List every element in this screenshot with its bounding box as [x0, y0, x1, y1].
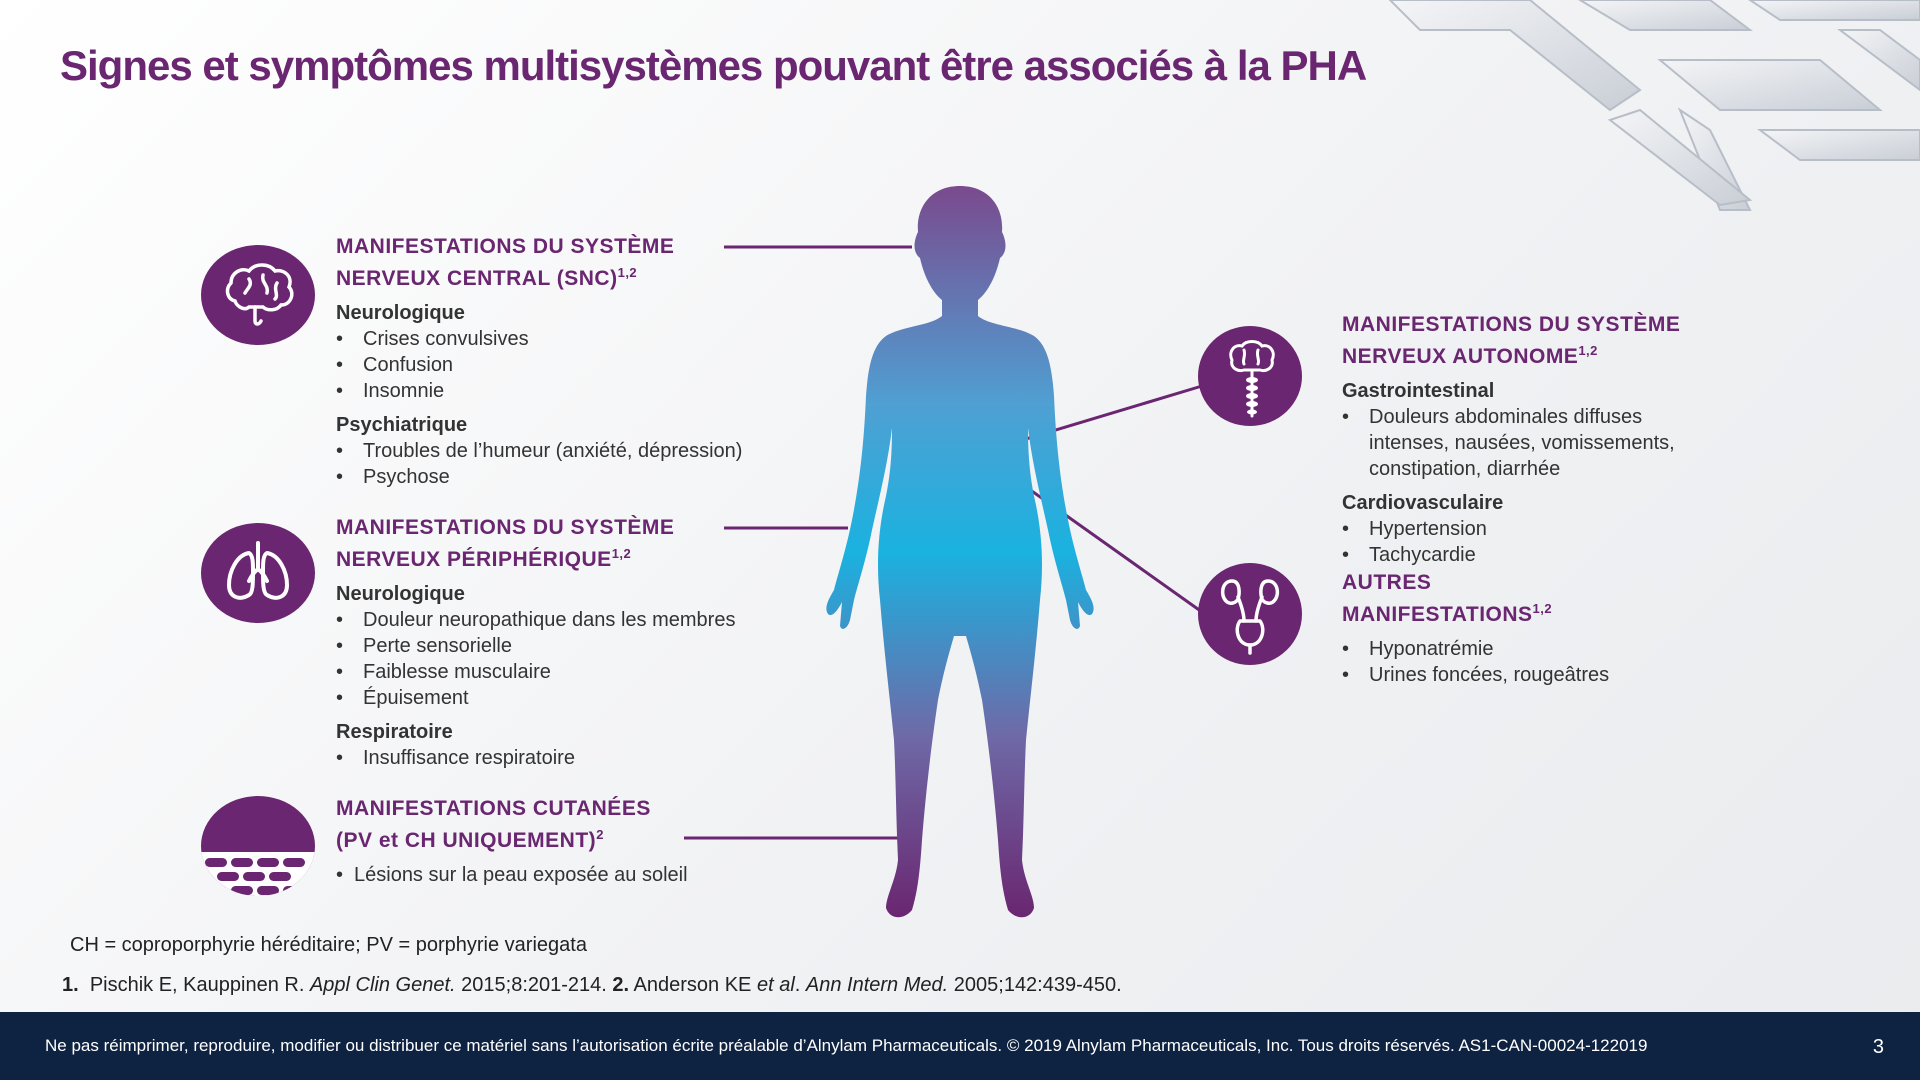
- footer-bar: [0, 1012, 1920, 1080]
- list-item: • Insuffisance respiratoire: [336, 745, 735, 771]
- list-item: • Douleur neuropathique dans les membres: [336, 607, 735, 633]
- brain-spinal-cord-icon: [1198, 326, 1302, 426]
- snp-section: [336, 515, 735, 771]
- list-item: • Insomnie: [336, 378, 742, 404]
- snc-sub-neurologique: Neurologique: [336, 302, 465, 324]
- cutanees-list: [336, 862, 688, 888]
- sna-sub-gastro: Gastrointestinal: [1342, 380, 1495, 402]
- list-item: • Épuisement: [336, 685, 735, 711]
- snp-sub-neurologique: Neurologique: [336, 583, 465, 605]
- list-item: • Perte sensorielle: [336, 633, 735, 659]
- maze-decoration: [1280, 0, 1920, 220]
- kidneys-bladder-icon: [1198, 563, 1302, 666]
- lungs-icon: [201, 523, 315, 623]
- list-item: • Douleurs abdominales diffuses intenses, nausées, vomissements, constipation, diarrhée: [1342, 404, 1714, 482]
- list-item: • Lésions sur la peau exposée au soleil: [336, 862, 688, 888]
- list-item: • Psychose: [336, 464, 742, 490]
- autres-section: [1342, 570, 1609, 688]
- list-item: • Faiblesse musculaire: [336, 659, 735, 685]
- snc-neuro-list: [336, 326, 742, 404]
- brain-icon: [201, 245, 315, 345]
- snc-sub-psychiatrique: Psychiatrique: [336, 414, 468, 436]
- list-item: • Tachycardie: [1342, 542, 1742, 568]
- autres-heading: AUTRES MANIFESTATIONS$^{1,2}$: [1342, 571, 1553, 626]
- sna-gastro-list: [1342, 404, 1742, 482]
- cutanees-heading: MANIFESTATIONS CUTANÉES (PV et CH UNIQUEMENT)$^2$: [336, 797, 651, 852]
- slide-title: Signes et symptômes multisystèmes pouvant être associés à la PHA: [60, 42, 1367, 89]
- cutanees-section: [336, 796, 688, 888]
- sna-section: [1342, 312, 1742, 568]
- human-body-figure: [820, 180, 1100, 930]
- snc-section: [336, 234, 742, 490]
- list-item: • Hypertension: [1342, 516, 1742, 542]
- list-item: • Crises convulsives: [336, 326, 742, 352]
- copyright-notice: Ne pas réimprimer, reproduire, modifier ou distribuer ce matériel sans l’autorisation écrite préalable d’Alnylam Pharmaceuticals. © 2019 Alnylam Pharmaceuticals, Inc. Tous droits réservés. AS1-CAN-00024-122019: [45, 1036, 1648, 1055]
- list-item: • Confusion: [336, 352, 742, 378]
- list-item: • Urines foncées, rougeâtres: [1342, 662, 1609, 688]
- sna-heading: MANIFESTATIONS DU SYSTÈME NERVEUX AUTONOME$^{1,2}$: [1342, 313, 1681, 368]
- sna-sub-cardio: Cardiovasculaire: [1342, 492, 1504, 514]
- references: 1. Pischik E, Kauppinen R. Appl Clin Genet. 2015;8:201-214. 2. Anderson KE et al. Ann Intern Med. 2005;142:439-450.: [62, 974, 1122, 996]
- snp-heading: MANIFESTATIONS DU SYSTÈME NERVEUX PÉRIPHÉRIQUE$^{1,2}$: [336, 516, 675, 571]
- snc-heading: MANIFESTATIONS DU SYSTÈME NERVEUX CENTRAL (SNC)$^{1,2}$: [336, 235, 675, 290]
- list-item: • Troubles de l’humeur (anxiété, dépression): [336, 438, 742, 464]
- snp-neuro-list: [336, 607, 735, 711]
- autres-list: [1342, 636, 1609, 688]
- snp-sub-respiratoire: Respiratoire: [336, 721, 453, 743]
- skin-icon: [201, 796, 315, 896]
- snp-resp-list: [336, 745, 735, 771]
- sna-cardio-list: [1342, 516, 1742, 568]
- page-number: 3: [1872, 1036, 1884, 1058]
- list-item: • Hyponatrémie: [1342, 636, 1609, 662]
- abbreviations-footnote: CH = coproporphyrie héréditaire; PV = porphyrie variegata: [70, 934, 587, 956]
- snc-psy-list: [336, 438, 742, 490]
